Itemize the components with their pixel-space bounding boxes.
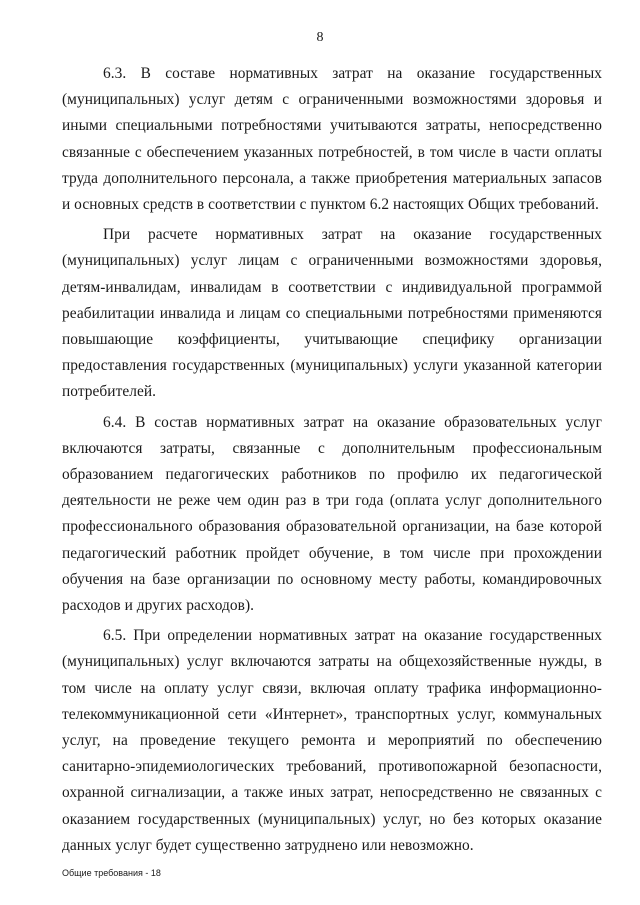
document-body	[62, 61, 602, 859]
footer-note: Общие требования - 18	[62, 868, 161, 878]
paragraph-6-5: 6.5. При определении нормативных затрат на оказание государственных (муниципальных) услуг включаются затраты на общехозяйственные нужды, в том числе на оплату услуг связи, включая оплату трафика информационно-телекоммуникационной сети «Интернет», транспортных услуг, коммунальных услуг, на проведение текущего ремонта и мероприятий по обеспечению санитарно-эпидемиологических требований, противопожарной безопасности, охранной сигнализации, а также иных затрат, непосредственно не связанных с оказанием государственных (муниципальных) услуг, но без которых оказание данных услуг будет существенно затруднено или невозможно.	[62, 627, 602, 854]
page-number: 8	[316, 30, 324, 45]
paragraph-6-3: 6.3. В составе нормативных затрат на оказание государственных (муниципальных) услуг детям с ограниченными возможностями здоровья и иными специальными потребностями учитываются затраты, непосредственно связанные с обеспечением указанных потребностей, в том числе в части оплаты труда дополнительного персонала, а также приобретения материальных запасов и основных средств в соответствии с пунктом 6.2 настоящих Общих требований.	[62, 65, 602, 214]
paragraph-coefficients: При расчете нормативных затрат на оказание государственных (муниципальных) услуг лицам с ограниченными возможностями здоровья, детям-инвалидам, инвалидам в соответствии с индивидуальной программой реабилитации инвалида и лицам со специальными потребностями применяются повышающие коэффициенты, учитывающие специфику организации предоставления государственных (муниципальных) услуги указанной категории потребителей.	[62, 226, 602, 401]
paragraph-6-4: 6.4. В состав нормативных затрат на оказание образовательных услуг включаются затраты, связанные с дополнительным профессиональным образованием педагогических работников по профилю их педагогической деятельности не реже чем один раз в три года (оплата услуг дополнительного профессионального образования образовательной организации, на базе которой педагогический работник пройдет обучение, в том числе при прохождении обучения на базе организации по основному месту работы, командировочных расходов и других расходов).	[62, 413, 602, 615]
